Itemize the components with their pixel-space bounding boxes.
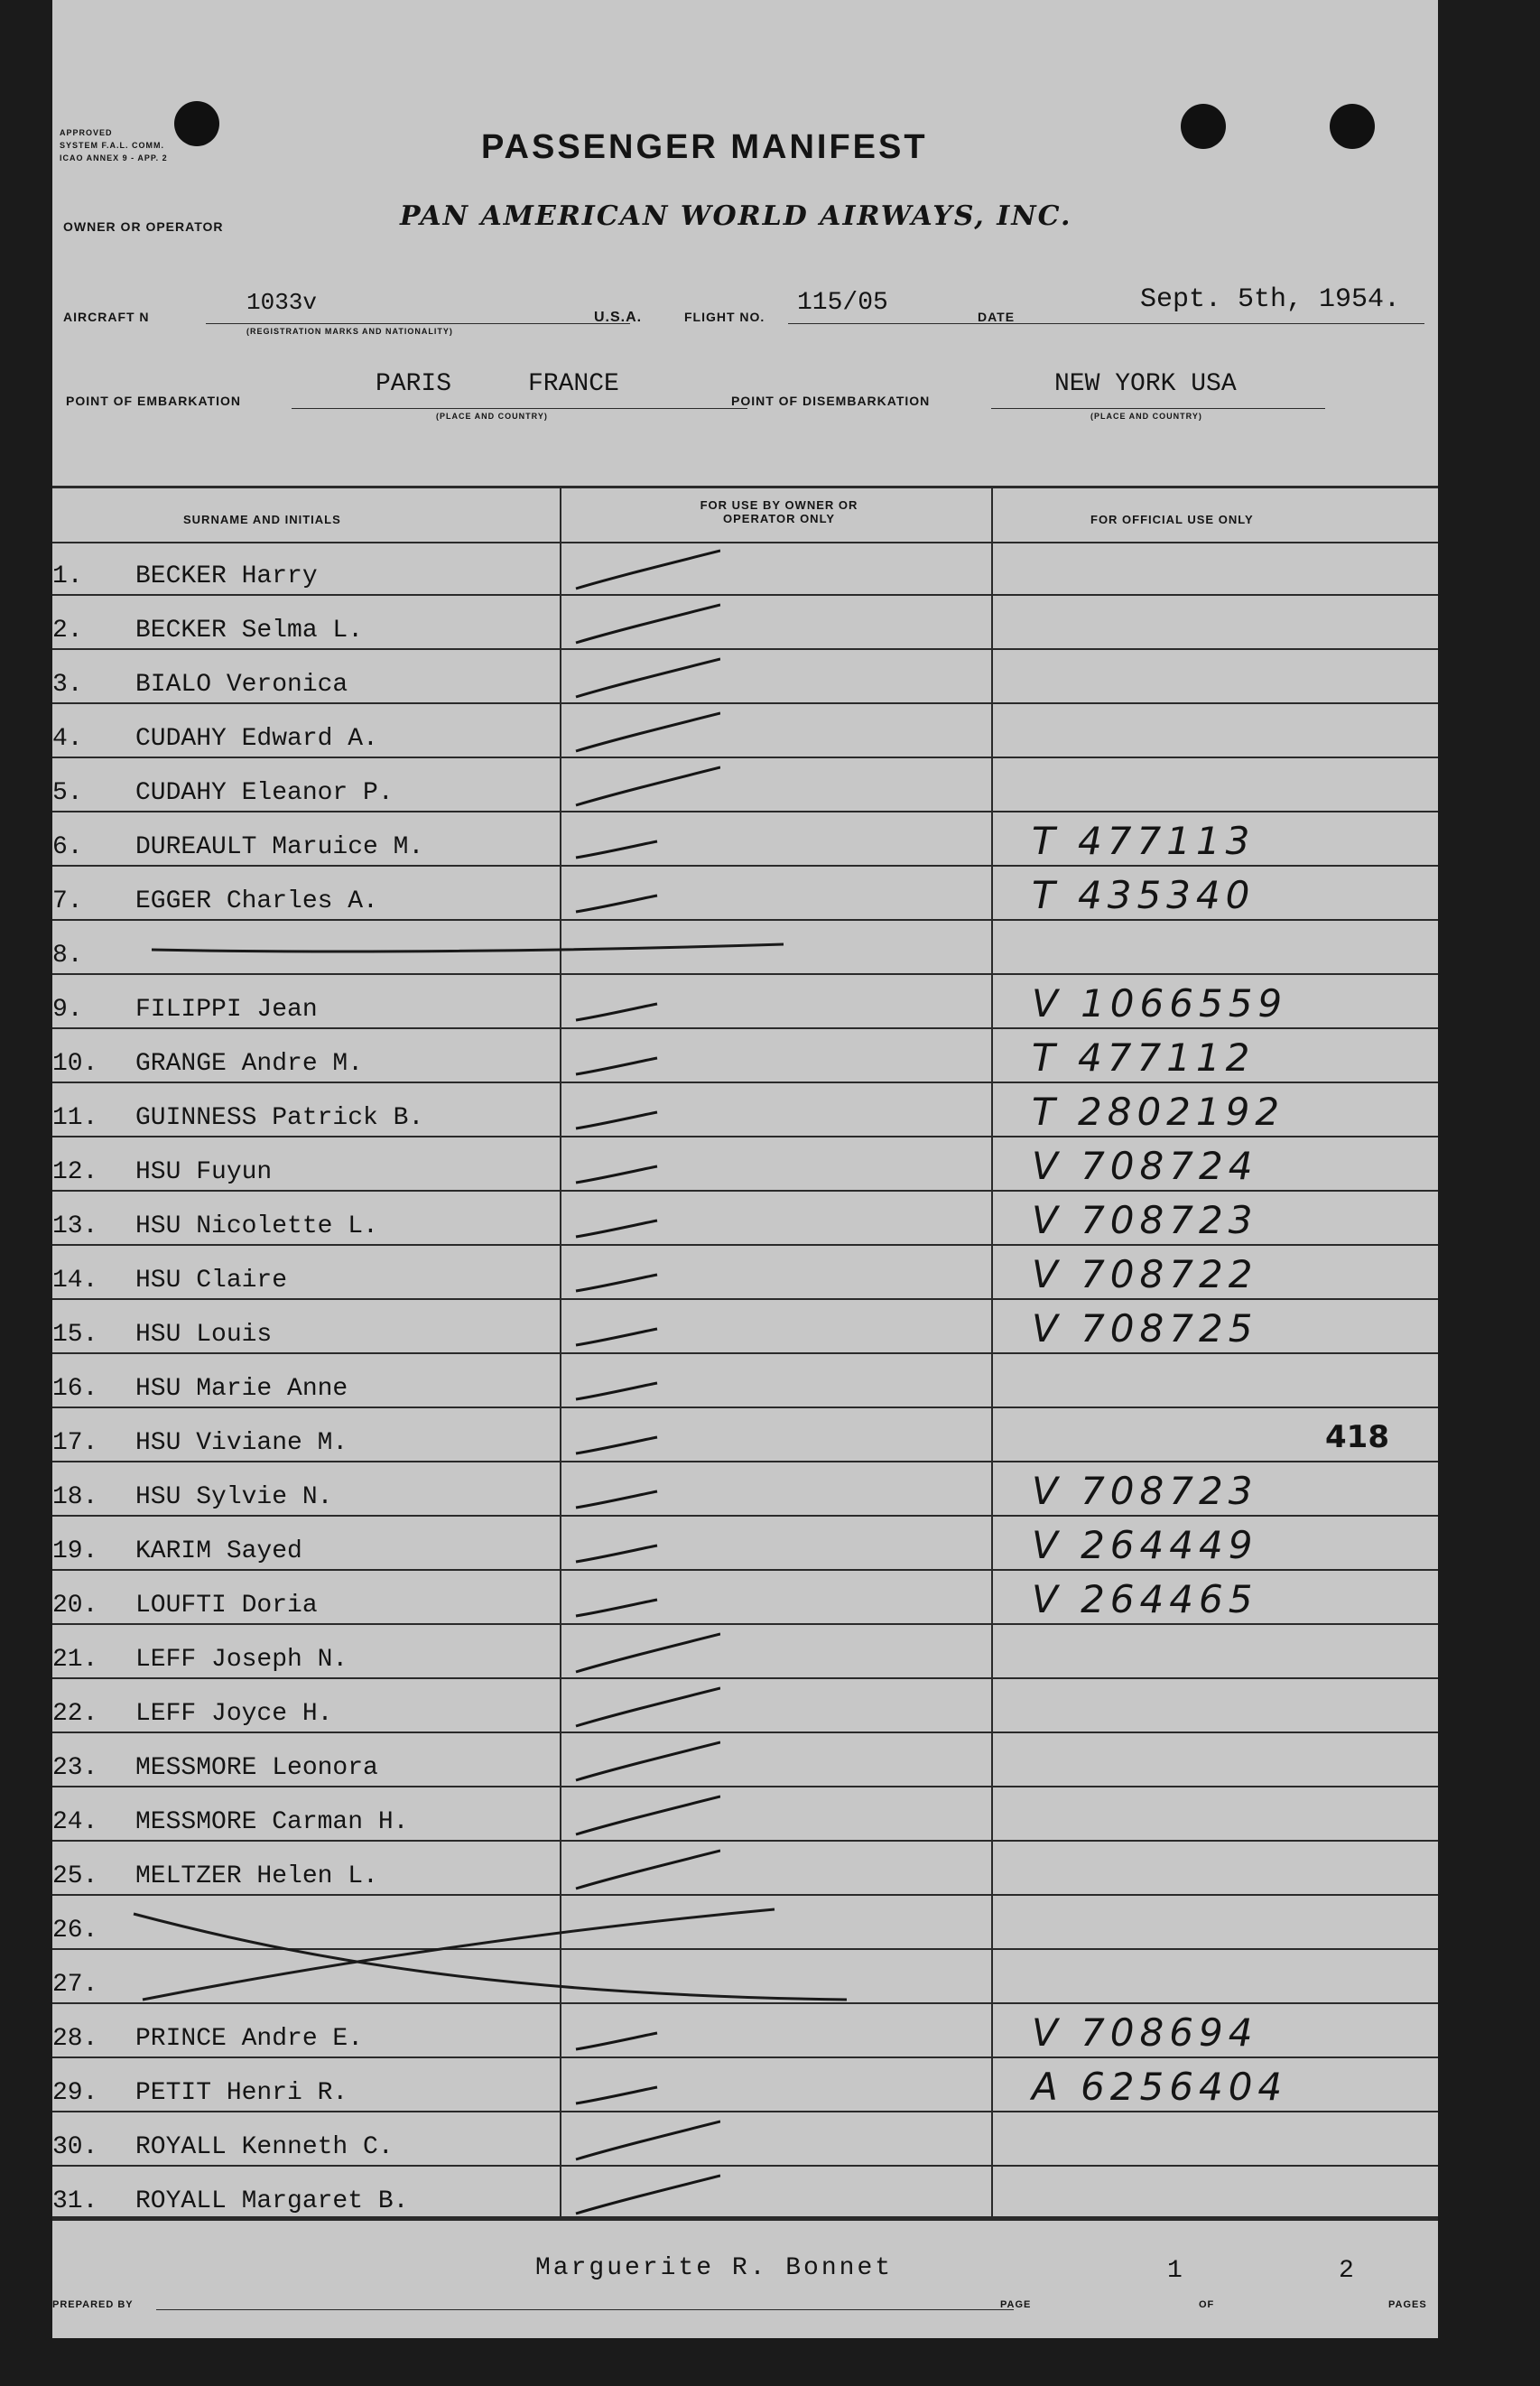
approval-line: SYSTEM F.A.L. COMM.: [60, 141, 165, 150]
official-reference: T 477112: [1032, 1035, 1256, 1080]
check-stroke: [576, 1221, 657, 1237]
passenger-name: EGGER Charles A.: [135, 887, 378, 915]
row-number: 21.: [52, 1646, 98, 1674]
date-line: [1023, 323, 1424, 324]
check-mark: [341, 1787, 720, 1842]
approval-block: [60, 126, 168, 164]
row-number: 4.: [52, 725, 83, 753]
punch-hole: [1330, 104, 1375, 149]
pages-label: PAGES: [1388, 2299, 1427, 2310]
passenger-name: KARIM Sayed: [135, 1537, 302, 1565]
check-stroke: [576, 713, 720, 751]
row-number: 7.: [52, 887, 83, 915]
passenger-name: LOUFTI Doria: [135, 1592, 318, 1620]
passenger-name: HSU Fuyun: [135, 1158, 273, 1186]
check-mark: [341, 2058, 720, 2112]
official-reference: V 708694: [1032, 2010, 1258, 2055]
row-number: 26.: [52, 1917, 98, 1945]
preparer-name: Marguerite R. Bonnet: [535, 2254, 894, 2282]
row-number: 2.: [52, 617, 83, 645]
check-stroke: [576, 1112, 657, 1128]
column-header-surname: SURNAME AND INITIALS: [183, 513, 341, 526]
cancel-stroke: [143, 1909, 775, 2000]
check-stroke: [576, 1600, 657, 1616]
check-stroke: [576, 1004, 657, 1020]
check-stroke: [576, 1058, 657, 1074]
approval-line: APPROVED: [60, 128, 113, 137]
cancel-stroke: [134, 1914, 847, 2000]
total-pages: 2: [1339, 2257, 1354, 2285]
prepared-by-label: PREPARED BY: [52, 2299, 134, 2310]
check-stroke: [576, 1275, 657, 1291]
check-mark: [341, 596, 720, 650]
check-mark: [341, 1408, 720, 1462]
check-stroke: [576, 841, 657, 858]
check-mark: [341, 1517, 720, 1571]
passenger-name: ROYALL Kenneth C.: [135, 2133, 394, 2161]
table-row: [52, 975, 1438, 1029]
check-stroke: [576, 1796, 720, 1834]
check-mark: [341, 1354, 720, 1408]
table-row: [52, 1462, 1438, 1517]
check-mark: [341, 650, 720, 704]
table-row: [52, 704, 1438, 758]
official-reference: T 477113: [1032, 819, 1256, 863]
flight-label: FLIGHT NO.: [684, 310, 765, 324]
official-reference: V 708722: [1032, 1252, 1258, 1296]
official-reference: T 2802192: [1032, 1090, 1285, 1134]
row-number: 3.: [52, 671, 83, 699]
passenger-name: GRANGE Andre M.: [135, 1050, 364, 1078]
row-number: 14.: [52, 1267, 98, 1295]
passenger-name: BECKER Selma L.: [135, 617, 364, 645]
passenger-name: MESSMORE Leonora: [135, 1754, 378, 1782]
table-row: [52, 2112, 1438, 2167]
table-top-rule: [52, 486, 1438, 488]
cancel-mark: [125, 1905, 865, 2013]
table-row: [52, 542, 1438, 596]
check-mark: [341, 1679, 720, 1733]
column-header-official: FOR OFFICIAL USE ONLY: [1090, 513, 1254, 526]
stamp-number: 418: [1325, 1419, 1389, 1455]
passenger-name: FILIPPI Jean: [135, 996, 318, 1024]
passenger-name: CUDAHY Edward A.: [135, 725, 378, 753]
passenger-name: HSU Marie Anne: [135, 1375, 348, 1403]
check-mark: [341, 704, 720, 758]
table-row: [52, 1842, 1438, 1896]
operator-name: PAN AMERICAN WORLD AIRWAYS, INC.: [400, 200, 1072, 232]
table-row: [52, 1137, 1438, 1192]
place-note: (PLACE AND COUNTRY): [1090, 412, 1202, 421]
manifest-sheet: [52, 0, 1438, 2338]
embarkation-label: POINT OF EMBARKATION: [66, 394, 241, 408]
official-reference: V 708724: [1032, 1144, 1258, 1188]
check-mark: [341, 867, 720, 921]
official-reference: V 1066559: [1032, 981, 1288, 1026]
check-mark: [341, 1192, 720, 1246]
row-number: 23.: [52, 1754, 98, 1782]
passenger-name: PETIT Henri R.: [135, 2079, 348, 2107]
row-number: 29.: [52, 2079, 98, 2107]
check-mark: [341, 1462, 720, 1517]
usa-label: U.S.A.: [594, 310, 643, 325]
check-mark: [341, 1029, 720, 1083]
check-mark: [341, 975, 720, 1029]
table-row: [52, 650, 1438, 704]
table-row: [52, 1625, 1438, 1679]
check-mark: [341, 1246, 720, 1300]
column-header-operator: FOR USE BY OWNER OR OPERATOR ONLY: [700, 498, 858, 525]
check-mark: [341, 758, 720, 812]
table-row: [52, 1571, 1438, 1625]
check-stroke: [576, 1329, 657, 1345]
approval-line: ICAO ANNEX 9 - APP. 2: [60, 153, 168, 162]
flight-number: 115/05: [797, 289, 888, 317]
passenger-name: DUREAULT Maruice M.: [135, 833, 424, 861]
table-bottom-rule: [52, 2216, 1438, 2220]
check-stroke: [576, 2176, 720, 2214]
prepared-line: [156, 2309, 1014, 2310]
passenger-name: LEFF Joyce H.: [135, 1700, 333, 1728]
row-number: 11.: [52, 1104, 98, 1132]
table-row: [52, 1300, 1438, 1354]
check-stroke: [576, 659, 720, 697]
page-number: 1: [1167, 2257, 1183, 2285]
disembarkation-line: [991, 408, 1325, 409]
check-stroke: [576, 767, 720, 805]
check-stroke: [576, 1166, 657, 1183]
punch-hole: [1181, 104, 1226, 149]
check-stroke: [576, 1851, 720, 1889]
check-stroke: [576, 1634, 720, 1672]
check-stroke: [576, 605, 720, 643]
blank-row-strike: [152, 939, 802, 957]
row-number: 27.: [52, 1971, 98, 1999]
disembarkation-place: NEW YORK USA: [1054, 370, 1237, 398]
check-stroke: [576, 551, 720, 589]
table-row: [52, 1083, 1438, 1137]
row-number: 31.: [52, 2187, 98, 2215]
date-label: DATE: [978, 310, 1016, 324]
check-stroke: [576, 1491, 657, 1508]
official-reference: V 708723: [1032, 1198, 1258, 1242]
place-note: (PLACE AND COUNTRY): [436, 412, 548, 421]
page-label: PAGE: [1000, 2299, 1032, 2310]
table-row: [52, 1733, 1438, 1787]
page-title: PASSENGER MANIFEST: [481, 128, 928, 166]
passenger-name: BECKER Harry: [135, 562, 318, 590]
check-stroke: [576, 1437, 657, 1453]
table-row: [52, 1246, 1438, 1300]
passenger-name: PRINCE Andre E.: [135, 2025, 364, 2053]
passenger-name: HSU Claire: [135, 1267, 288, 1295]
check-mark: [341, 1625, 720, 1679]
official-reference: T 435340: [1032, 873, 1256, 917]
row-number: 18.: [52, 1483, 98, 1511]
table-row: [52, 758, 1438, 812]
check-stroke: [576, 2033, 657, 2049]
row-number: 6.: [52, 833, 83, 861]
row-number: 19.: [52, 1537, 98, 1565]
row-number: 24.: [52, 1808, 98, 1836]
row-number: 5.: [52, 779, 83, 807]
check-mark: [341, 1083, 720, 1137]
check-mark: [341, 1571, 720, 1625]
passenger-name: CUDAHY Eleanor P.: [135, 779, 394, 807]
embarkation-country: FRANCE: [528, 370, 619, 398]
table-row: [52, 1354, 1438, 1408]
check-mark: [341, 812, 720, 867]
row-number: 13.: [52, 1212, 98, 1240]
operator-label: OWNER OR OPERATOR: [63, 219, 224, 234]
table-row: [52, 1408, 1438, 1462]
aircraft-label: AIRCRAFT N: [63, 310, 150, 324]
strike-stroke: [152, 944, 784, 952]
check-stroke: [576, 1546, 657, 1562]
row-number: 20.: [52, 1592, 98, 1620]
passenger-name: BIALO Veronica: [135, 671, 348, 699]
row-number: 1.: [52, 562, 83, 590]
registration-note: (REGISTRATION MARKS AND NATIONALITY): [246, 327, 453, 336]
passenger-name: HSU Louis: [135, 1321, 273, 1349]
of-label: OF: [1199, 2299, 1215, 2310]
check-mark: [341, 542, 720, 596]
check-mark: [341, 1300, 720, 1354]
check-stroke: [576, 1742, 720, 1780]
passenger-name: MELTZER Helen L.: [135, 1862, 378, 1890]
disembarkation-label: POINT OF DISEMBARKATION: [731, 394, 931, 408]
official-reference: V 708725: [1032, 1306, 1258, 1351]
table-row: [52, 1517, 1438, 1571]
table-row: [52, 1192, 1438, 1246]
row-number: 30.: [52, 2133, 98, 2161]
official-reference: V 264465: [1032, 1577, 1258, 1621]
passenger-name: MESSMORE Carman H.: [135, 1808, 409, 1836]
passenger-name: LEFF Joseph N.: [135, 1646, 348, 1674]
row-number: 8.: [52, 942, 83, 970]
passenger-name: HSU Nicolette L.: [135, 1212, 378, 1240]
passenger-name: GUINNESS Patrick B.: [135, 1104, 424, 1132]
passenger-name: HSU Viviane M.: [135, 1429, 348, 1457]
row-number: 12.: [52, 1158, 98, 1186]
official-reference: A 6256404: [1032, 2065, 1288, 2109]
row-number: 25.: [52, 1862, 98, 1890]
table-row: [52, 2167, 1438, 2221]
row-number: 15.: [52, 1321, 98, 1349]
table-row: [52, 1787, 1438, 1842]
table-row: [52, 812, 1438, 867]
punch-hole: [174, 101, 219, 146]
row-number: 17.: [52, 1429, 98, 1457]
row-number: 28.: [52, 2025, 98, 2053]
check-mark: [341, 1842, 720, 1896]
embarkation-city: PARIS: [376, 370, 452, 398]
embarkation-line: [292, 408, 747, 409]
table-row: [52, 596, 1438, 650]
check-stroke: [576, 2121, 720, 2159]
table-row: [52, 2058, 1438, 2112]
official-reference: V 708723: [1032, 1469, 1258, 1513]
row-number: 22.: [52, 1700, 98, 1728]
passenger-name: ROYALL Margaret B.: [135, 2187, 409, 2215]
aircraft-number: 1033v: [246, 289, 318, 316]
check-stroke: [576, 896, 657, 912]
row-number: 16.: [52, 1375, 98, 1403]
row-number: 9.: [52, 996, 83, 1024]
check-mark: [341, 1733, 720, 1787]
check-stroke: [576, 1688, 720, 1726]
table-row: [52, 867, 1438, 921]
row-number: 10.: [52, 1050, 98, 1078]
aircraft-line: [206, 323, 630, 324]
check-stroke: [576, 2087, 657, 2103]
table-row: [52, 1679, 1438, 1733]
check-mark: [341, 2167, 720, 2221]
check-stroke: [576, 1383, 657, 1399]
check-mark: [341, 2112, 720, 2167]
official-reference: V 264449: [1032, 1523, 1258, 1567]
passenger-name: HSU Sylvie N.: [135, 1483, 333, 1511]
check-mark: [341, 1137, 720, 1192]
date-value: Sept. 5th, 1954.: [1140, 284, 1401, 315]
table-row: [52, 1029, 1438, 1083]
